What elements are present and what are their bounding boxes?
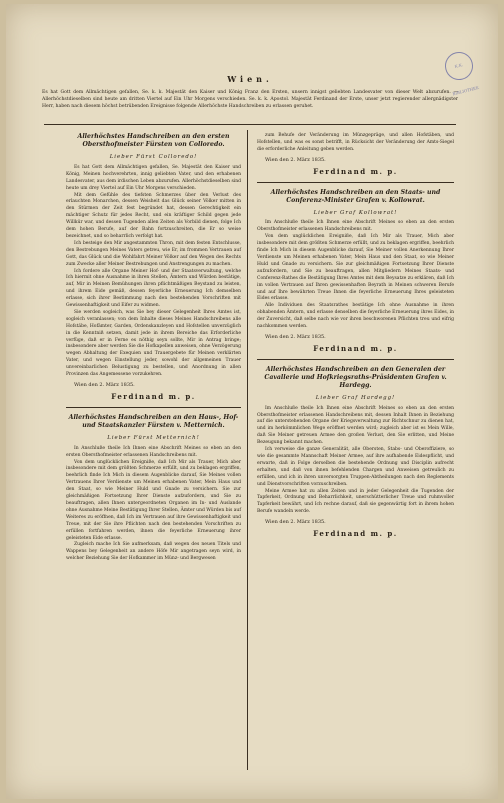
signature: Ferdinand m. p. xyxy=(313,529,398,539)
left-column xyxy=(66,133,241,563)
paragraph: Mit dem Gefühle des tiefsten Schmerzes über den Verlust des erlauchten Monarchen, dessen Weisheit das Glück seiner Völker mitten in den Stürmen der Zeit fest begründet hat, dessen Gerechtigkeit ein mächtiger Schutz für jedes Recht, und ein kräftiger Schild gegen jede Willkür war, und dessen Tugenden allen Zeiten als Vorbild dienen, folge Ich dem hohen Berufe, auf der Bahn fortzuschreiten, die Er so weise bezeichnet, und so beharrlich verfolgt hat. xyxy=(66,192,241,239)
salutation-colloredo: Lieber Fürst Colloredo! xyxy=(109,154,198,160)
intro-paragraph: Es hat Gott dem Allmächtigen gefallen, Se. k. k. Majestät den Kaiser und König Franz den Ersten, unsern innigst geliebten Landesvater von dieser Welt abzurufen. — Allerhöchstdieselben sind heute am dritten Viertel auf Ein Uhr Morgens verschieden. Se. k. k. Apostol. Majestät Ferdinand der Erste, unser jetzt regierender allergnädigster Herr, haben nach diesem höchst betrübenden Ereignisse folgende Allerhöchste Handschreiben zu erlassen geruhet. xyxy=(42,90,458,109)
paragraph: Ich besteige den Mir angestammten Thron, mit dem festen Entschlusse, den Bestrebungen Meines Vaters getreu, wie Er, im frommen Vertrauen auf Gott, das Glück und die Wohlfahrt Meiner Völker auf den Wegen des Rechts zum Zwecke aller Meiner Bestrebungen und Anstrengungen zu machen. xyxy=(66,240,241,267)
paragraph: Sie werden sogleich, was Sie bey dieser Gelegenheit Ihres Amtes ist, sogleich veranlassen; von dem Inhalte dieses Meines Handschreibens alle Hofstäbe, Hofämter, Garden, Ordenskanzleyen und Hofstellen unverzüglich in die Kenntniß setzen, damit jede in ihrem Bereiche das Erforderliche verfüge, daß er in Ferne es nöthig seyn sollte, Mir in Antrag bringe; insbesondere aber werden Sie die Hofkapellen anweisen, ohne Verzögerung wegen Abhaltung der Exequien und Trauergebete für Meinen verklärten Vater, und wegen Einstellung jeder, sowohl der allgemeinen Trauer unvereinbarlichen Belustigung zu bestellen, und Anordnung in allen Provinzen das Angemessene vorzukehren. xyxy=(66,309,241,378)
paragraph: Zugleich mache Ich Sie aufmerksam, daß wegen des neuen Titels und Wappens bey Gelegenheit an andere Höfe Mir angetragen seyn wird, in welcher Beziehung Sie der Hofkammer im Münz- und Bergwesen xyxy=(66,542,241,562)
library-stamp-icon: K.K. BIBLIOTHEK xyxy=(442,49,476,83)
top-divider xyxy=(44,124,456,125)
section-divider xyxy=(257,182,454,183)
section-title-hardegg: Allerhöchstes Handschreiben an den Generalen der Cavallerie und Hofkriegsraths-Präsidenten Grafen v. Hardegg. xyxy=(264,365,447,389)
section-title-kollowrat: Allerhöchstes Handschreiben an den Staats- und Conferenz-Minister Grafen v. Kollowrat. xyxy=(270,188,441,204)
section-divider xyxy=(66,407,241,408)
section-divider xyxy=(257,359,454,360)
section-title-metternich: Allerhöchstes Handschreiben an den Haus-, Hof- und Staatskanzler Fürsten v. Metternich. xyxy=(68,413,239,429)
date-line: Wien den 2. März 1835. xyxy=(74,382,135,388)
document-page xyxy=(6,4,498,799)
signature: Ferdinand m. p. xyxy=(111,391,196,401)
paragraph: Ich fordere alle Organe Meiner Hof- und der Staatsverwaltung, welche Ich hiermit ohne Ausnahme in ihren Stellen, Ämtern und Würden bestätige, auf, Mir in Meinen Bemühungen ihren pflichtmäßigen Beystand zu leisten, und ihrem Eide gemäß, dessen feyerliche Erneuerung Ich demselben erlasse, sich ihrer Bestimmung nach den bestehenden Vorschriften mit Gewissenhaftigkeit und Eifer zu widmen. xyxy=(66,268,241,309)
date-line: Wien den 2. März 1835. xyxy=(265,519,326,526)
paragraph: Meine Armee hat zu allen Zeiten und in jeder Gelegenheit die Tugenden der Tapferkeit, Ordnung und Beharrlichkeit, unerschütterlicher Treue und ruhmvoller Tapferkeit bewährt, und Ich rechne darauf, daß sie gegenwärtig fort in ihrem hohen Berufe wandeln werde. xyxy=(257,488,454,515)
salutation-hardegg: Lieber Graf Hardegg! xyxy=(315,394,396,401)
city-heading: Wien. xyxy=(227,74,273,84)
salutation-metternich: Lieber Fürst Metternich! xyxy=(107,434,200,441)
paragraph: Alle Individuen des Staatsrathes bestätige Ich ohne Ausnahme in ihren obhabenden Ämtern, und erlasse denselben die feyerliche Erneuerung ihres Eides, in der Zuversicht, daß selbe nach wie vor ihren beschworenen Pflichten treu und eifrig nachkommen werden. xyxy=(257,303,454,330)
section-title-colloredo: Allerhöchstes Handschreiben an den ersten Obersthofmeister Fürsten von Colloredo. xyxy=(77,133,230,148)
paragraph: Von dem unglücklichen Ereigniße, daß Ich Mir als Trauer, Mich aber insbesondere mit dem größten Schmerze erfüllt, und zu beklagen ergriffen, beehrlich finde Ich Mich in diesem Augenblicke darauf, Sie Meiner vollen Anerkennung Ihrer Verdienste um Meinen erhabenen Vater, Mein Haus und den Staat, so wie Meiner Huld und Gnade zu versichern. Sie zur gleichmäßigen Fortsetzung Ihrer Dienste aufzufordern, und Sie zu beauftragen, allen Mitgliedern Meines Staats- und Conferenz-Rathes die Bestätigung Ihres Amtes mit dem Beysatze zu erklären, daß Ich im vollen Vertrauen auf Ihren gewissenhaften Beyrath in Meinen schweren Berufe und auf Ihre bewährten Treue Ihnen die feyerliche Erneuerung Ihres geleisteten Eides erlasse. xyxy=(257,234,454,302)
paragraph: Es hat Gott dem Allmächtigen gefallen, Se. Majestät den Kaiser und König, Meinen hochverehrten, innig geliebten Vater, und den erhabenen Landesvater, aus dem irdischen Leben abzurufen. Allerhöchstdieselben sind heute um drey Viertel auf Ein Uhr Morgens verschieden. xyxy=(66,164,241,191)
salutation-kollowrat: Lieber Graf Kollowrat! xyxy=(313,209,398,216)
signature: Ferdinand m. p. xyxy=(313,166,398,176)
paragraph: In Anschluße theile Ich Ihnen eine Abschrift Meines so eben an den ersten Obersthofmeister erlassenen Handschreibens mit. xyxy=(66,445,241,458)
header xyxy=(42,74,458,110)
paragraph: Ich verweise die ganze Generalität, alle Obersten, Stabs- und Oberoffiziere, so wie die gesammte Mannschaft Meiner Armee, auf ihre aufhabende Eidespflicht, und erwarte, daß in Folge derselben die bestehende Ordnung und Disciplin aufrecht erhalten, und daß von ihnen befehlenden Chargen und Anweisen getreulich zu erfüllen, und ich in ihren unversorgten Truppen-Abtheilungen nach den Reglements und Dienstvorschriften vorzuschreiben. xyxy=(257,447,454,487)
paragraph: Im Anschluße theile Ich Ihnen eine Abschrift Meines so eben an den ersten Obersthofmeister erlassenen Handschreibens mit, dessen Inhalt Ihnen in Beziehung auf die unterstehenden Organe der Kriegsverwaltung zur Richtschnur zu dienen hat, und im herkömmlichen Wege eröffnet werden wird; zugleich aber ist es Mein Wille, daß Sie Meiner getreuen Armee den großen Verlust, den Sie erlitten, und Meine Bezeugung bekannt machen. xyxy=(257,405,454,446)
column-divider xyxy=(247,130,248,770)
paragraph: Im Anschluße theile Ich Ihnen eine Abschrift Meines so eben an den ersten Obersthofmeister erlassenen Handschreibens mit. xyxy=(257,220,454,233)
right-column xyxy=(257,133,454,538)
paragraph: zum Behufe der Veränderung im Münzgepräge, und allen Hofstäben, und Hofstellen, und was es sonst betrifft, in Rücksicht der Veränderung der Amts-Siegel die erforderliche Anleitung geben werden. xyxy=(257,133,454,152)
date-line: Wien den 2. März 1835. xyxy=(265,333,326,340)
date-line: Wien den 2. März 1835. xyxy=(265,156,326,163)
paragraph: Von dem unglücklichen Ereigniße, daß Ich Mir als Trauer, Mich aber insbesondere mit dem größten Schmerze erfüllt, und zu beklagen ergriffen, beehrlich finde Ich Mich in diesem Augenblicke darauf, Sie Meines vollen Vertrauens Ihrer Verdienste um Meinen erhabenen Vater, Mein Haus und den Staat, so wie Meiner Huld und Gnade zu versichern. Sie zur gleichmäßigen Fortsetzung Ihrer Dienste aufzufordern, und Sie zu beauftragen, allen Ihnen untergeordneten Organen im In- und Auslande ohne Ausnahme Meine Bestätigung Ihrer Stellen, Ämter und Würden bis auf Weiteres zu eröffnen, daß Ich im Vertrauen auf ihre Gewissenhaftigkeit und Treue, mit der Sie ihre Pflichten nach den bestehenden Vorschriften zu erfüllen fortfahren werden, ihnen die feyerliche Erneuerung ihrer geleisteten Eide erlasse. xyxy=(66,459,241,541)
signature: Ferdinand m. p. xyxy=(313,343,398,353)
